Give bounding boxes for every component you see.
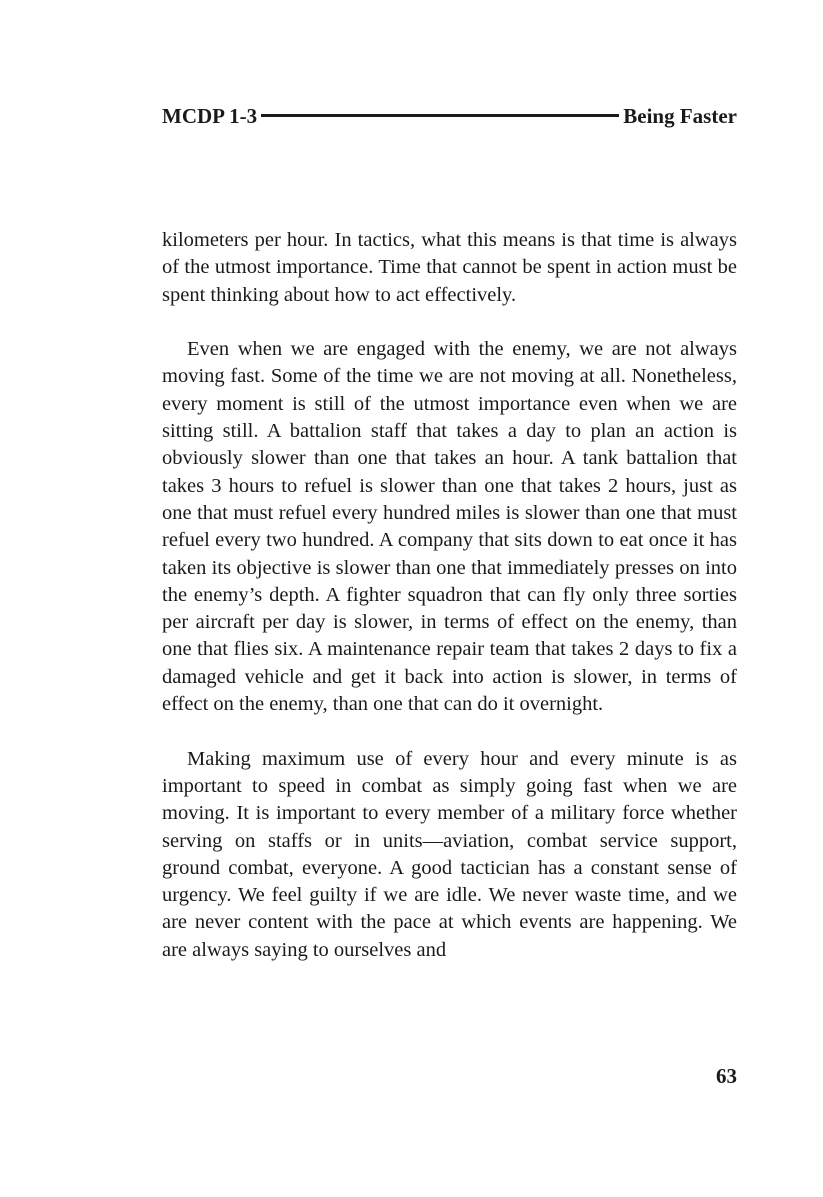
paragraph: Making maximum use of every hour and every minute is as important to speed in combat as simply going fast when we are moving. It is important to every member of a military force whether serving on staffs or in units—aviation, combat service support, ground combat, everyone. A good tactician has a constant sense of urgency. We feel guilty if we are idle. We never waste time, and we are never content with the pace at which events are happening. We are always saying to ourselves and bbox=[162, 747, 737, 961]
header-publication: MCDP 1-3 bbox=[162, 103, 258, 128]
header-rule bbox=[261, 114, 619, 117]
paragraph-continuation: kilometers per hour. In tactics, what this means is that time is always of the utmost importance. Time that cannot be spent in action must be spent thinking about how to act effectively. bbox=[162, 229, 737, 306]
running-header bbox=[162, 102, 737, 130]
page-number: 63 bbox=[716, 1064, 737, 1088]
header-chapter-title: Being Faster bbox=[623, 103, 737, 128]
body-text bbox=[162, 227, 737, 991]
paragraph: Even when we are engaged with the enemy, we are not always moving fast. Some of the time we are not moving at all. Nonetheless, every moment is still of the utmost importance even when we are sitting still. A battalion staff that takes a day to plan an action is obviously slower than one that takes an hour. A tank battalion that takes 3 hours to refuel is slower than one that takes 2 hours, just as one that must refuel every hundred miles is slower than one that must refuel every two hundred. A company that sits down to eat once it has taken its objective is slower than one that immediately presses on into the enemy’s depth. A fighter squadron that can fly only three sorties per aircraft per day is slower, in terms of effect on the enemy, than one that flies six. A maintenance repair team that takes 2 days to fix a damaged vehicle and get it back into action is slower, in terms of effect on the enemy, than one that can do it overnight. bbox=[162, 338, 737, 716]
